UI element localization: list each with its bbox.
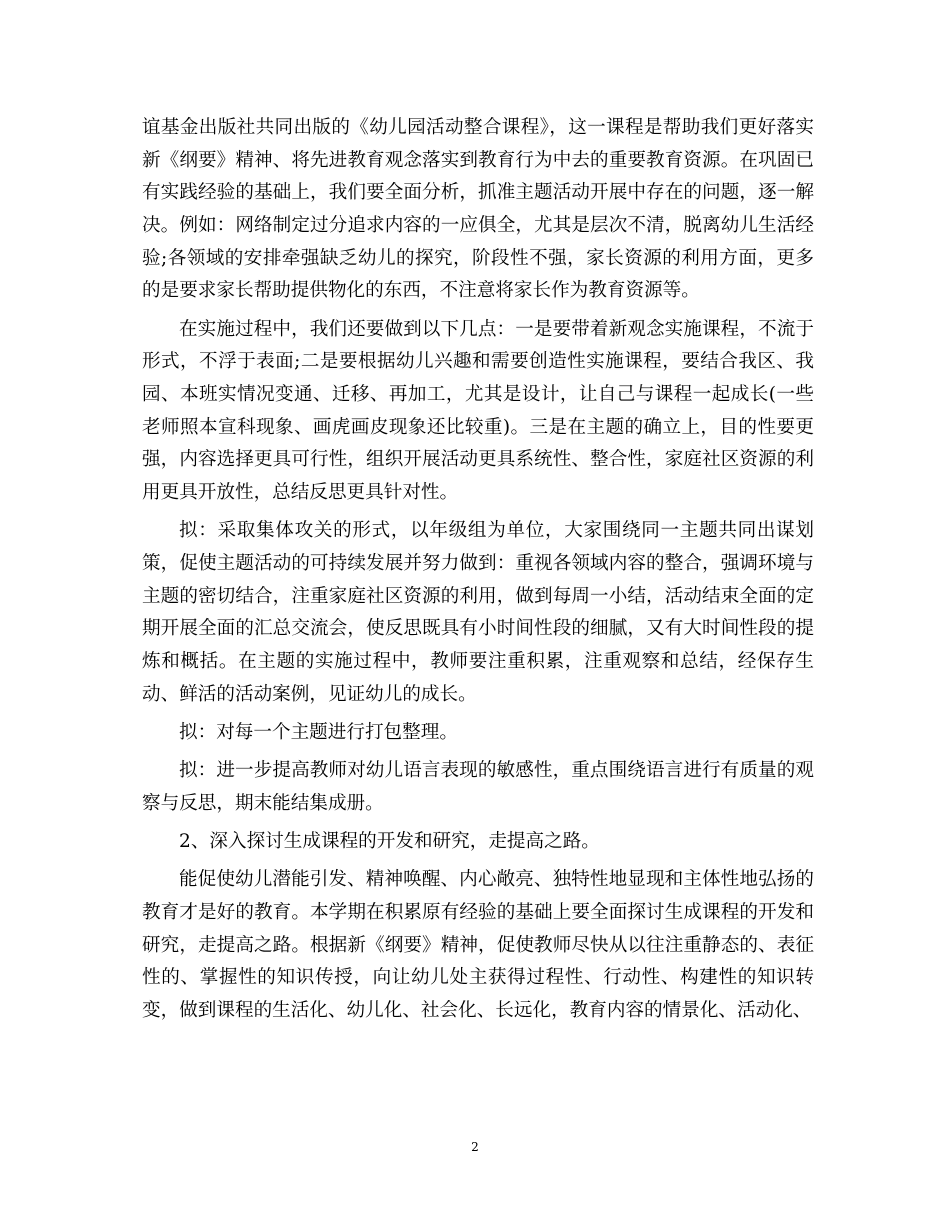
text-line: 察与反思，期末能结集成册。 bbox=[142, 792, 384, 814]
text-line: 主题的密切结合，注重家庭社区资源的利用，做到每周一小结，活动结束全面的定 bbox=[142, 585, 814, 607]
paragraph bbox=[142, 864, 814, 1027]
paragraph bbox=[142, 717, 814, 750]
text-line: 强，内容选择更具可行性，组织开展活动更具系统性、整合性，家庭社区资源的利 bbox=[142, 449, 814, 471]
text-line: 期开展全面的汇总交流会，使反思既具有小时间性段的细腻，又有大时间性段的提 bbox=[142, 618, 814, 640]
paragraph bbox=[142, 314, 814, 510]
text-line: 园、本班实情况变通、迁移、再加工，尤其是设计，让自己与课程一起成长(一些 bbox=[142, 384, 814, 405]
text-line: 2、深入探讨生成课程的开发和研究，走提高之路。 bbox=[179, 830, 600, 852]
text-line: 验;各领域的安排牵强缺乏幼儿的探究，阶段性不强，家长资源的利用方面，更多 bbox=[142, 247, 814, 269]
paragraph bbox=[142, 112, 814, 308]
text-line: 能促使幼儿潜能引发、精神唤醒、内心敞亮、独特性地显现和主体性地弘扬的 bbox=[179, 869, 814, 891]
text-line: 在实施过程中，我们还要做到以下几点：一是要带着新观念实施课程，不流于 bbox=[179, 318, 814, 340]
text-line: 变，做到课程的生活化、幼儿化、社会化、长远化，教育内容的情景化、活动化、 bbox=[142, 999, 812, 1021]
document-body bbox=[142, 112, 814, 1028]
text-line: 教育才是好的教育。本学期在积累原有经验的基础上要全面探讨生成课程的开发和 bbox=[142, 901, 814, 923]
text-line: 形式，不浮于表面;二是要根据幼儿兴趣和需要创造性实施课程，要结合我区、我 bbox=[142, 351, 814, 373]
text-line: 动、鲜活的活动案例，见证幼儿的成长。 bbox=[142, 683, 477, 705]
text-line: 谊基金出版社共同出版的《幼儿园活动整合课程》，这一课程是帮助我们更好落实 bbox=[142, 117, 814, 138]
paragraph bbox=[142, 826, 814, 859]
text-line: 炼和概括。在主题的实施过程中，教师要注重积累，注重观察和总结，经保存生 bbox=[142, 651, 814, 672]
paragraph bbox=[142, 755, 814, 820]
text-line: 决。例如：网络制定过分追求内容的一应俱全，尤其是层次不清，脱离幼儿生活经 bbox=[142, 215, 814, 237]
text-line: 策，促使主题活动的可持续发展并努力做到：重视各领域内容的整合，强调环境与 bbox=[142, 552, 814, 574]
text-line: 新《纲要》精神、将先进教育观念落实到教育行为中去的重要教育资源。在巩固已 bbox=[142, 149, 814, 171]
text-line: 有实践经验的基础上，我们要全面分析，抓准主题活动开展中存在的问题，逐一解 bbox=[142, 182, 814, 204]
text-line: 拟：进一步提高教师对幼儿语言表现的敏感性，重点围绕语言进行有质量的观 bbox=[179, 760, 814, 782]
text-line: 性的、掌握性的知识传授，向让幼儿处主获得过程性、行动性、构建性的知识转 bbox=[142, 967, 814, 989]
text-line: 拟：对每一个主题进行打包整理。 bbox=[179, 721, 458, 743]
text-line: 用更具开放性，总结反思更具针对性。 bbox=[142, 482, 459, 504]
text-line: 老师照本宣科现象、画虎画皮现象还比较重)。三是在主题的确立上，目的性要更 bbox=[142, 416, 814, 438]
text-line: 的是要求家长帮助提供物化的东西，不注意将家长作为教育资源等。 bbox=[142, 280, 700, 302]
paragraph bbox=[142, 515, 814, 711]
page-number: 2 bbox=[471, 1140, 479, 1154]
text-line: 拟：采取集体攻关的形式，以年级组为单位，大家围绕同一主题共同出谋划 bbox=[179, 520, 814, 542]
text-line: 研究，走提高之路。根据新《纲要》精神，促使教师尽快从以往注重静态的、表征 bbox=[142, 934, 814, 956]
